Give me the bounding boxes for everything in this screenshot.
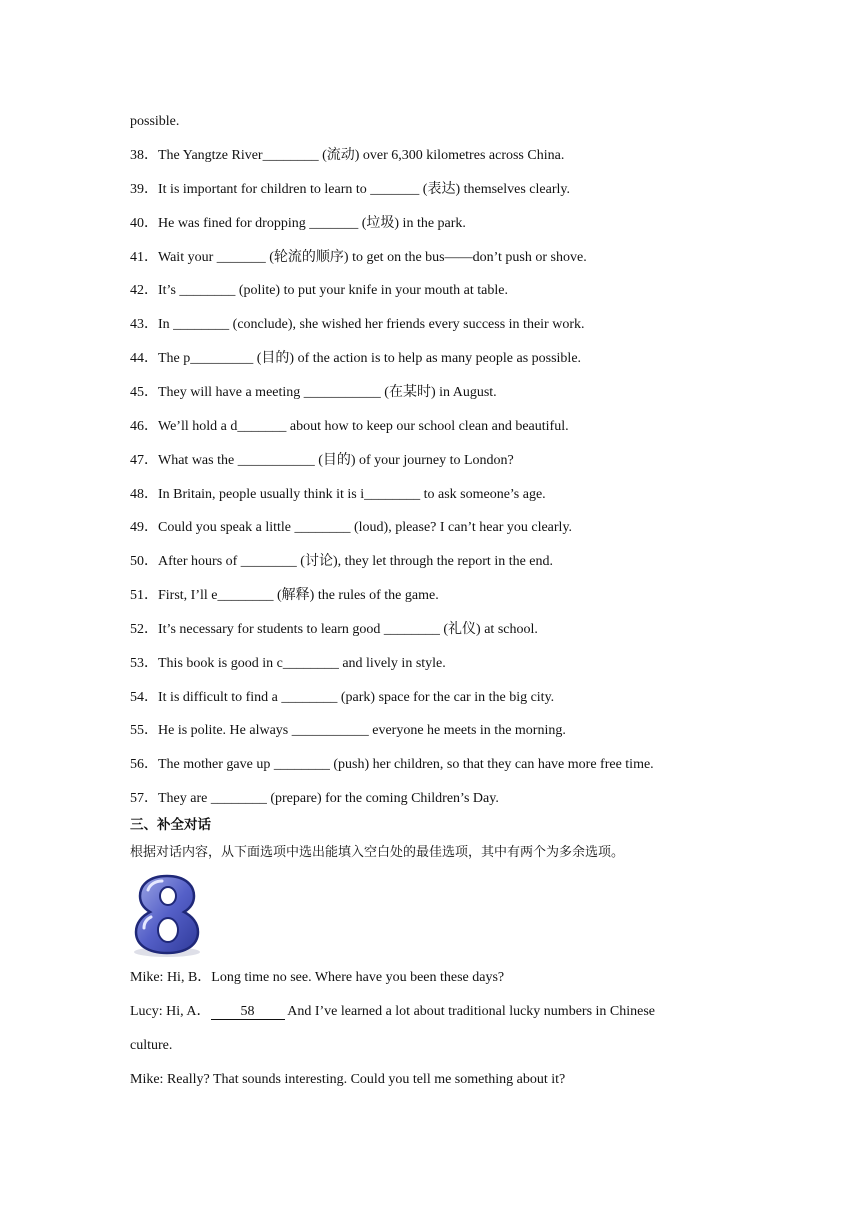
item-number: 39． [130,181,158,197]
dialog-line-mike-2: Mike: Really? That sounds interesting. Could you tell me something about it? [130,1072,566,1087]
item-text: He is polite. He always ___________ everyone he meets in the morning. [158,723,566,739]
item-number: 48． [130,486,158,502]
dialog-text: And I’ve learned a lot about traditional lucky numbers in Chinese [284,1004,656,1019]
item-number: 51． [130,588,158,604]
exercise-item [130,621,538,639]
item-number: 56． [130,757,158,773]
section-heading: 三、补全对话 [130,817,211,833]
exercise-item [130,249,587,267]
exercise-item [130,181,570,199]
item-number: 47． [130,452,158,468]
item-number: 44． [130,351,158,367]
exercise-item [130,316,585,334]
dialog-line-continuation: culture. [130,1038,173,1053]
item-number: 45． [130,384,158,400]
item-text: It’s necessary for students to learn good ________ (礼仪) at school. [158,621,538,637]
exercise-item [130,722,566,740]
item-text: He was fined for dropping _______ (垃圾) in the park. [158,215,466,231]
exercise-item [130,418,569,436]
item-number: 57． [130,791,158,807]
exercise-item [130,689,554,707]
dialog-line-lucy-1 [130,1003,655,1021]
item-text: The p_________ (目的) of the action is to help as many people as possible. [158,351,582,367]
item-text: It is difficult to find a ________ (park) space for the car in the big city. [158,689,555,705]
exercise-item [130,655,446,673]
section-instruction: 根据对话内容，从下面选项中选出能填入空白处的最佳选项，其中有两个为多余选项。 [130,845,625,860]
exercise-item [130,215,466,233]
item-text: The Yangtze River________ (流动) over 6,300 kilometres across China. [158,148,565,163]
exercise-item [130,147,564,165]
exercise-item [130,486,546,504]
item-number: 38． [130,148,158,163]
item-text: First, I’ll e________ (解释) the rules of the game. [158,588,439,604]
item-text: It is important for children to learn to _______ (表达) themselves clearly. [158,181,570,197]
item-number: 46． [130,418,158,434]
item-text: This book is good in c________ and lively in style. [158,655,446,671]
exercise-item [130,350,581,368]
item-number: 54． [130,689,158,705]
item-text: They will have a meeting ___________ (在某时) in August. [158,384,497,400]
number-eight-icon [128,872,206,958]
item-text: The mother gave up ________ (push) her children, so that they can have more free time. [158,757,654,773]
item-number: 40． [130,215,158,231]
item-number: 50． [130,554,158,570]
exercise-item [130,587,439,605]
item-text: In ________ (conclude), she wished her friends every success in their work. [158,317,585,333]
item-number: 43． [130,317,158,333]
item-text: In Britain, people usually think it is i________ to ask someone’s age. [158,486,546,502]
dialog-speaker-text: Lucy: Hi, A． [130,1004,211,1019]
exercise-item [130,384,497,402]
exercise-item [130,282,508,300]
item-number: 49． [130,520,158,536]
item-text: Could you speak a little ________ (loud), please? I can’t hear you clearly. [158,520,573,536]
continued-text: possible. [130,114,180,129]
item-number: 42． [130,283,158,299]
item-text: Wait your _______ (轮流的顺序) to get on the bus——don’t push or shove. [158,249,587,265]
exercise-item [130,553,553,571]
item-number: 41． [130,249,158,265]
answer-blank-58[interactable]: 58 [211,1004,285,1020]
item-text: After hours of ________ (讨论), they let through the report in the end. [158,554,554,570]
dialog-line-mike-1: Mike: Hi, B．Long time no see. Where have you been these days? [130,970,505,985]
item-text: It’s ________ (polite) to put your knife in your mouth at table. [158,283,508,299]
exercise-item [130,452,514,470]
item-text: What was the ___________ (目的) of your journey to London? [158,452,514,468]
exercise-item [130,519,572,537]
item-number: 53． [130,655,158,671]
item-number: 52． [130,621,158,637]
item-number: 55． [130,723,158,739]
item-text: We’ll hold a d_______ about how to keep our school clean and beautiful. [158,418,569,434]
exercise-item [130,790,499,808]
item-text: They are ________ (prepare) for the coming Children’s Day. [158,791,499,807]
exercise-item [130,756,654,774]
